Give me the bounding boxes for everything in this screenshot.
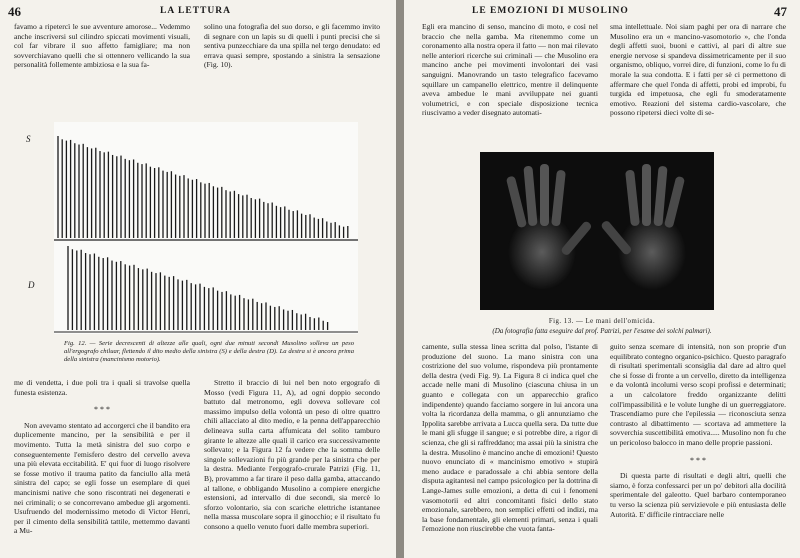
left-page [0, 0, 396, 558]
hands-photograph [480, 152, 714, 310]
left-bottom-column-1: me di vendetta, i due poli tra i quali si travolse quella funesta esistenza. * * * Non avevamo stentato ad accorgerci che il bandito era duplicemente mancino, per la sensibilità e per il movimento. Tutta la metà sinistra del suo corpo e conseguentemente l'emisfero destro del cervello aveva una più elevata eccitabilità. E' qui fuor di luogo risolvere se fosse motivo il trauma patito da fanciullo alla metà sinistra del capo; se egli fosse un esemplare di quei mancinismi native che sono riscontrati nei degenerati e nei criminali; o se concorrevano ambedue gli argomenti. Usufruendo del modernissimo metodo di Victor Henri, per il cimento della sensibilità tattile, mettemmo davanti a Mu- [14, 378, 190, 536]
right-top-column-1: Egli era mancino di senso, mancino di moto, e così nel braccio che nella gamba. Ma ritenemmo come un coronamento alla nostra opera il fatto — non mai rilevato nelle anteriori ricerche sui criminali — che Musolino era mancino anche pei movimenti involontari dei vasi sanguigni. Manovrando un tasto telegrafico facevamo squillare un campanello elettrico, mentre il delinquente aveva ambedue le mani avviluppate nei guanti volumetrici, e con speciale disposizione tecnica riuscivamo a veder disegnato automati- [422, 22, 598, 118]
running-head-left: LA LETTURA [160, 6, 231, 16]
left-top-column-1: favamo a ripetercì le sue avventure amorose... Vedemmo anche inscriversi sul cilindro spiccati movimenti visuali, col far vibrare il suo affetto famigliare; ma non sovverchiavano quelli che si ottennero vellicando la sua personalità follemente ambiziosa e la sua fa- [14, 22, 190, 70]
figure-13-title: Fig. 13. — Le mani dell'omicida. [548, 318, 656, 325]
tracing-series-sinistra [58, 136, 348, 238]
right-bottom-column-1: camente, sulla stessa linea scritta dal polso, l'istante di produzione del suono. La mano sinistra con una costrizione del suo volume, rispondeva più prontamente della destra (vedi Fig. 9). La Figura 8 ci indica quel che accade nelle mani di Musolino (ciascuna chiusa in un guanto e collegata con un apparecchio grafico indipendente) quando facciamo sorgere in lui ancora una volta la ricordanza della mamma, o gli annunziamo che Ippolita sarebbe arrivata a Lucca quella sera. Da tutte due le mani gli sfugge il sangue; e si potrebbe dire, a rigor di scienza, che gli si raffreddano; ma assai più la sinistra che la destra. Musolino è mancino anche di emozioni! Questo nuovo enunciato di « mancinismo emotivo » stupirà meno audace e paradossale a chi abbia sentore della disputa agitantesi nel campo psicologico per la dottrina di Lange-James sulle emozioni, a detta di cui i fenomeni vasomotorii ed altri concomitanti fisici dello stato emozionale, sarebbero, non semplici effetti od indizi, ma la base fondamentale, gli elementi primari, senza i quali l'emozione non riuscirebbe che vuota fanta- [422, 342, 598, 534]
book-gutter [396, 0, 404, 558]
section-separator-right: * * * [690, 455, 706, 465]
right-bottom-column-2: guito senza scemare di intensità, non son proprie d'un equilibrato contegno organico-psichico. Questo paragrafo di risultati sperimentali sconsiglia dal dare ad altro quel che si fosse di fronte a un cervello, diretto da intelligenza e da volontà incolumi verso scopi profissi e determinati; a un calcolatore freddo organizzante delitti coll'impassibilità e le volute lunghe di un guerreggiatore. Trascendiamo pure che l'epilessia — riconosciuta senza contrasto al dibattimento — scortava ad ammettere la sovverchia suscettibilità emotiva..... Musolino non fu che un pericoloso balocco in mano delle proprie passioni. * * * Di questa parte di risultati e degli altri, quelli che siamo, è forza confessarci per un po' debitori alla docilità sperimentale del galeotto. Quel barbaro contemporaneo tu verso la scienza più servizievole e più entusiasta delle Autorità. E' difficile rintracciare nelle [610, 342, 786, 519]
ergograph-tracing-figure [54, 122, 358, 334]
figure-13-subtitle: (Da fotografia fatta eseguire dal prof. Patrizi, per l'esame dei solchi palmari). [492, 326, 712, 335]
page-number-left: 46 [8, 4, 21, 19]
left-bottom-column-2: Stretto il braccio di lui nel ben noto ergografo di Mosso (vedi Figura 11, A), ad ogni doppio secondo battuto dal metronomo, egli doveva sollevare col massimo impulso della volontà un peso di oltre quattro chili allacciato al dito medio, e la penna dell'apparecchio delineava sulla carta affumicata del solito tamburo girante le altezze alle quali il carico era successivamente sollevato; e la Figura 12 fa vedere che la somma delle singole sollevazioni fu più grande per la sinistra che per la destra. Mediante l'ergografo-crurale Patrizi (Fig. 11, B), provammo a far tirare il peso dalla gamba, attaccando al tallone, e obbligando Musolino a compiere energiche estensioni, ad intervallo di due secondi, sia mercè lo sforzo volontario, sia con scariche elettriche istantanee nella massa muscolare sopra il ginocchio; e il risultato fu consono a quello venuto fuori dalle membra superiori. [204, 378, 380, 531]
left-top-column-2: solino una fotografia del suo dorso, e gli facemmo invito di segnare con un lapis su di quelli i punti precisi che si sentiva punzecchiare da una spilla nel tergo denudato: ed errava quasi sempre, spostando a sinistra la sensazione (Fig. 10). [204, 22, 380, 70]
figure-12-caption: Fig. 12. — Serie decrescenti di altezze alle quali, ogni due minuti secondi Musolino solleva un peso all'ergografo chiluar, flettendo il dito medio della sinistra (S) e della destra (D). La destra si è ancora prima della sinistra (mancinismo motorio). [64, 340, 354, 363]
right-top-column-2: sma intellettuale. Noi siam paghi per ora di narrare che Musolino era un « mancino-vasomotorio », che l'onda degli affetti suoi, buoni e cattivi, al pari di altre sue energie nervose si spandeva dissimetricamente per il suo organismo, obliquo, vorrei dire, di funzioni, come lo fu di morale la sua condotta. E i fatti per sè ci permettono di affermare che quel l'onda di affetti, probi ed improbi, fu turgida ed impetuosa, che egli fu smoderatamente emotivo. Reazioni del sistema cardio-vascolare, che possono ripetersi dieci volte di se- [610, 22, 786, 118]
tracing-label-s: S [26, 134, 31, 144]
figure-13-caption [464, 318, 740, 335]
tracing-label-d: D [28, 280, 35, 290]
running-head-right: LE EMOZIONI DI MUSOLINO [472, 6, 629, 16]
page-number-right: 47 [774, 4, 787, 19]
section-separator: * * * [94, 405, 110, 415]
tracing-series-destra [68, 246, 328, 330]
